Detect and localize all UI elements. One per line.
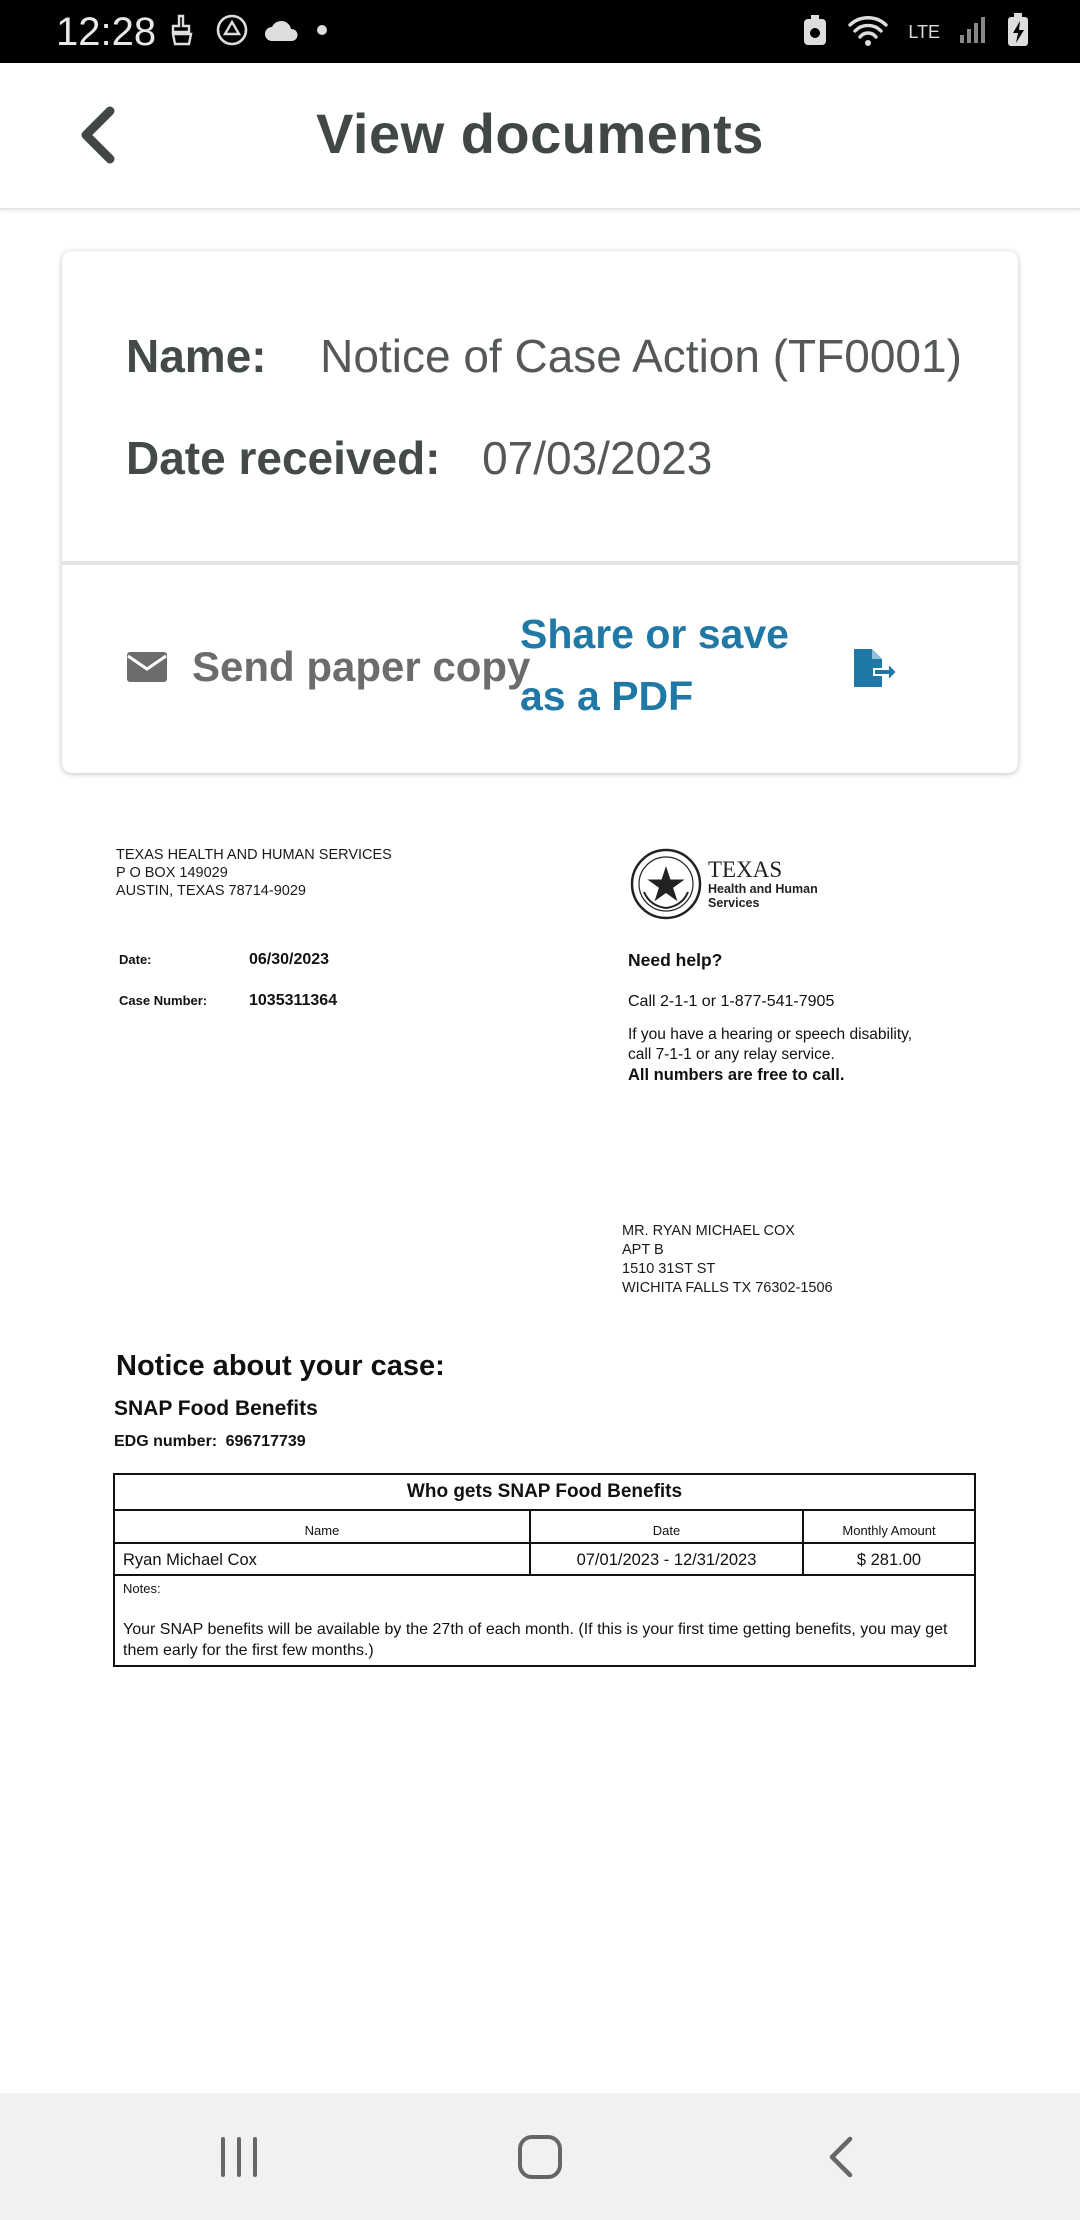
table-rule [115, 1509, 974, 1511]
date-received-value: 07/03/2023 [482, 432, 713, 484]
share-pdf-button[interactable] [520, 603, 840, 727]
dot-icon [315, 23, 329, 42]
texas-hhs-logo [630, 848, 818, 920]
table-rule [115, 1542, 974, 1544]
document-name-row [126, 329, 962, 383]
signal-icon [958, 15, 988, 50]
home-icon [517, 2134, 563, 2180]
help-disability-line: call 7-1-1 or any relay service. [628, 1046, 835, 1063]
drive-icon [215, 13, 249, 52]
back-chevron-icon [822, 2133, 862, 2181]
status-bar [0, 0, 1080, 63]
table-header-amount: Monthly Amount [842, 1523, 936, 1538]
document-name-value: Notice of Case Action (TF0001) [320, 330, 962, 382]
table-rule [115, 1574, 974, 1576]
status-time: 12:28 [56, 10, 157, 54]
file-export-icon[interactable] [852, 647, 898, 694]
table-caption: Who gets SNAP Food Benefits [406, 1481, 683, 1502]
address-line: MR. RYAN MICHAEL COX [622, 1223, 795, 1239]
address-line: WICHITA FALLS TX 76302-1506 [622, 1280, 833, 1296]
recent-apps-icon [217, 2135, 261, 2179]
app-bar [0, 63, 1080, 210]
share-pdf-label: Share or save as a PDF [520, 611, 789, 719]
data-saver-icon [802, 13, 828, 52]
doc-date-label: Date: [119, 952, 152, 967]
battery-charging-icon [1006, 12, 1030, 53]
document-name-label: Name: [126, 330, 267, 382]
send-paper-copy-button[interactable] [126, 643, 530, 691]
logo-subtitle-2: Services [708, 896, 760, 910]
status-system-icons [802, 12, 1030, 52]
page-title: View documents [316, 102, 764, 165]
sender-address [116, 846, 392, 900]
edg-label: EDG number: [114, 1433, 218, 1450]
status-notification-icons [165, 14, 329, 50]
doc-date-value: 06/30/2023 [249, 951, 330, 968]
help-disability-text [628, 1025, 912, 1065]
sender-line: TEXAS HEALTH AND HUMAN SERVICES [116, 847, 392, 863]
system-back-button[interactable] [782, 2093, 902, 2220]
document-preview [0, 800, 1080, 2092]
network-type: LTE [908, 22, 940, 42]
logo-title: TEXAS [708, 857, 783, 882]
case-number-label: Case Number: [119, 993, 208, 1008]
system-nav-bar [0, 2093, 1080, 2220]
logo-subtitle-1: Health and Human [708, 882, 818, 896]
date-received-label: Date received: [126, 432, 441, 484]
card-divider [62, 561, 1018, 565]
table-cell-amount: $ 281.00 [856, 1551, 922, 1569]
envelope-icon [126, 650, 168, 684]
table-notes-label: Notes: [123, 1581, 161, 1596]
cloud-icon [263, 17, 301, 48]
sender-line: AUSTIN, TEXAS 78714-9029 [116, 883, 306, 899]
send-paper-copy-label: Send paper copy [192, 643, 531, 690]
sender-line: P O BOX 149029 [116, 865, 228, 881]
notice-title: Notice about your case: [116, 1350, 445, 1382]
table-header-date: Date [652, 1523, 681, 1538]
address-line: APT B [622, 1242, 664, 1258]
wifi-icon [846, 13, 890, 52]
table-header-name: Name [304, 1523, 340, 1538]
help-disability-line: If you have a hearing or speech disability, [628, 1026, 913, 1043]
snap-benefits-table [113, 1473, 976, 1667]
need-help-title: Need help? [628, 950, 723, 970]
help-free-text: All numbers are free to call. [628, 1066, 845, 1084]
recipient-address [622, 1222, 833, 1298]
edg-number [114, 1433, 306, 1451]
home-button[interactable] [480, 2093, 600, 2220]
recent-apps-button[interactable] [179, 2093, 299, 2220]
table-cell-name: Ryan Michael Cox [123, 1551, 257, 1569]
date-received-row [126, 431, 712, 485]
address-line: 1510 31ST ST [622, 1261, 716, 1277]
case-number-value: 1035311364 [249, 992, 338, 1009]
help-phone: Call 2-1-1 or 1-877-541-7905 [628, 993, 835, 1010]
document-info-card [62, 251, 1018, 773]
edg-value: 696717739 [225, 1433, 306, 1450]
texas-seal-icon [630, 848, 702, 920]
table-cell-date: 07/01/2023 - 12/31/2023 [576, 1551, 757, 1569]
notice-subtitle: SNAP Food Benefits [114, 1397, 318, 1420]
cleaner-icon [165, 12, 201, 53]
table-notes-text: Your SNAP benefits will be available by the 27th of each month. (If this is your first time getting benefits, you may get them early for the first few months.) [123, 1621, 948, 1659]
